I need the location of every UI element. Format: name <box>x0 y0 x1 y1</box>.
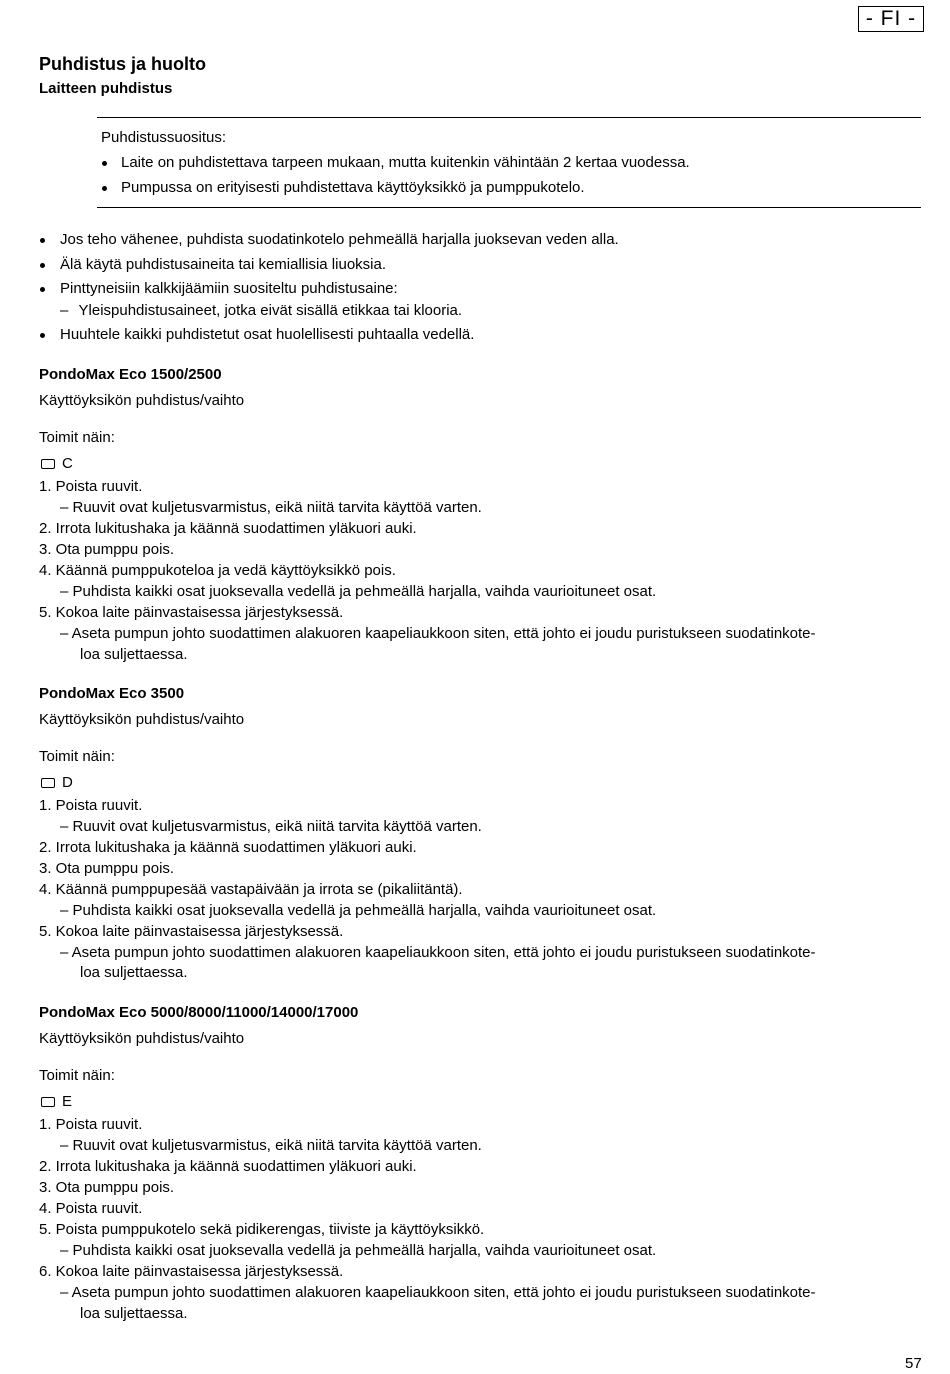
step-note: – Ruuvit ovat kuljetusvarmistus, eikä niitä tarvita käyttöä varten. <box>60 499 482 516</box>
step-item: 2. Irrota lukitushaka ja käännä suodattimen yläkuori auki. <box>39 839 417 856</box>
step-item: 5. Kokoa laite päinvastaisessa järjestyksessä. <box>39 923 344 940</box>
step-item: 1. Poista ruuvit. <box>39 797 143 814</box>
figure-label: C <box>62 455 73 472</box>
step-item: 5. Poista pumppukotelo sekä pidikerengas, tiiviste ja käyttöyksikkö. <box>39 1221 485 1238</box>
step-item: 3. Ota pumppu pois. <box>39 541 175 558</box>
step-note: – Aseta pumpun johto suodattimen alakuoren kaapeliaukkoon siten, että johto ei joudu puristukseen suodatinkote- <box>60 625 816 642</box>
general-item: Pinttyneisiin kalkkijäämiin suositeltu puhdistusaine: <box>60 280 398 297</box>
step-item: 1. Poista ruuvit. <box>39 1116 143 1133</box>
section-subtitle: Käyttöyksikön puhdistus/vaihto <box>39 1030 245 1047</box>
general-item: Huuhtele kaikki puhdistetut osat huolellisesti puhtaalla vedellä. <box>60 326 475 343</box>
bullet-icon <box>102 161 107 166</box>
step-note: – Aseta pumpun johto suodattimen alakuoren kaapeliaukkoon siten, että johto ei joudu puristukseen suodatinkote- <box>60 1284 816 1301</box>
section-title: PondoMax Eco 1500/2500 <box>39 366 222 383</box>
recommendation-item: Pumpussa on erityisesti puhdistettava käyttöyksikkö ja pumppukotelo. <box>121 179 585 196</box>
step-item: 4. Käännä pumppupesää vastapäivään ja irrota se (pikaliitäntä). <box>39 881 463 898</box>
step-item: 4. Poista ruuvit. <box>39 1200 143 1217</box>
bullet-icon <box>40 287 45 292</box>
step-item: 3. Ota pumppu pois. <box>39 860 175 877</box>
section-title: PondoMax Eco 5000/8000/11000/14000/17000 <box>39 1004 359 1021</box>
step-item: 2. Irrota lukitushaka ja käännä suodattimen yläkuori auki. <box>39 1158 417 1175</box>
general-item: Älä käytä puhdistusaineita tai kemiallisia liuoksia. <box>60 256 387 273</box>
step-note: – Aseta pumpun johto suodattimen alakuoren kaapeliaukkoon siten, että johto ei joudu puristukseen suodatinkote- <box>60 944 816 961</box>
step-item: 4. Käännä pumppukoteloa ja vedä käyttöyksikkö pois. <box>39 562 396 579</box>
general-sub-item: – Yleispuhdistusaineet, jotka eivät sisällä etikkaa tai klooria. <box>60 302 463 319</box>
step-note: – Puhdista kaikki osat juoksevalla vedellä ja pehmeällä harjalla, vaihda vaurioituneet osat. <box>60 902 657 919</box>
section-intro: Toimit näin: <box>39 429 115 446</box>
step-note-continuation: loa suljettaessa. <box>80 1305 188 1322</box>
general-sub-item-text: Yleispuhdistusaineet, jotka eivät sisällä etikkaa tai klooria. <box>78 302 463 319</box>
section-title: PondoMax Eco 3500 <box>39 685 185 702</box>
step-item: 1. Poista ruuvit. <box>39 478 143 495</box>
recommendation-heading: Puhdistussuositus: <box>101 129 227 146</box>
figure-reference-icon <box>41 778 55 788</box>
step-note: – Puhdista kaikki osat juoksevalla vedellä ja pehmeällä harjalla, vaihda vaurioituneet osat. <box>60 1242 657 1259</box>
step-note-continuation: loa suljettaessa. <box>80 646 188 663</box>
figure-label: D <box>62 774 73 791</box>
step-note-continuation: loa suljettaessa. <box>80 964 188 981</box>
page-title: Puhdistus ja huolto <box>39 54 206 74</box>
section-subtitle: Käyttöyksikön puhdistus/vaihto <box>39 711 245 728</box>
bullet-icon <box>40 333 45 338</box>
section-subtitle: Käyttöyksikön puhdistus/vaihto <box>39 392 245 409</box>
language-tag: - FI - <box>858 6 924 32</box>
step-item: 3. Ota pumppu pois. <box>39 1179 175 1196</box>
general-item: Jos teho vähenee, puhdista suodatinkotelo pehmeällä harjalla juoksevan veden alla. <box>60 231 619 248</box>
figure-label: E <box>62 1093 73 1110</box>
figure-reference-icon <box>41 1097 55 1107</box>
page-subtitle: Laitteen puhdistus <box>39 80 173 97</box>
step-note: – Puhdista kaikki osat juoksevalla vedellä ja pehmeällä harjalla, vaihda vaurioituneet osat. <box>60 583 657 600</box>
bullet-icon <box>40 238 45 243</box>
page-number: 57 <box>905 1355 922 1372</box>
step-note: – Ruuvit ovat kuljetusvarmistus, eikä niitä tarvita käyttöä varten. <box>60 1137 482 1154</box>
recommendation-item: Laite on puhdistettava tarpeen mukaan, mutta kuitenkin vähintään 2 kertaa vuodessa. <box>121 154 690 171</box>
step-item: 5. Kokoa laite päinvastaisessa järjestyksessä. <box>39 604 344 621</box>
step-item: 6. Kokoa laite päinvastaisessa järjestyksessä. <box>39 1263 344 1280</box>
bullet-icon <box>40 263 45 268</box>
figure-reference-icon <box>41 459 55 469</box>
bullet-icon <box>102 186 107 191</box>
section-intro: Toimit näin: <box>39 748 115 765</box>
step-item: 2. Irrota lukitushaka ja käännä suodattimen yläkuori auki. <box>39 520 417 537</box>
section-intro: Toimit näin: <box>39 1067 115 1084</box>
step-note: – Ruuvit ovat kuljetusvarmistus, eikä niitä tarvita käyttöä varten. <box>60 818 482 835</box>
